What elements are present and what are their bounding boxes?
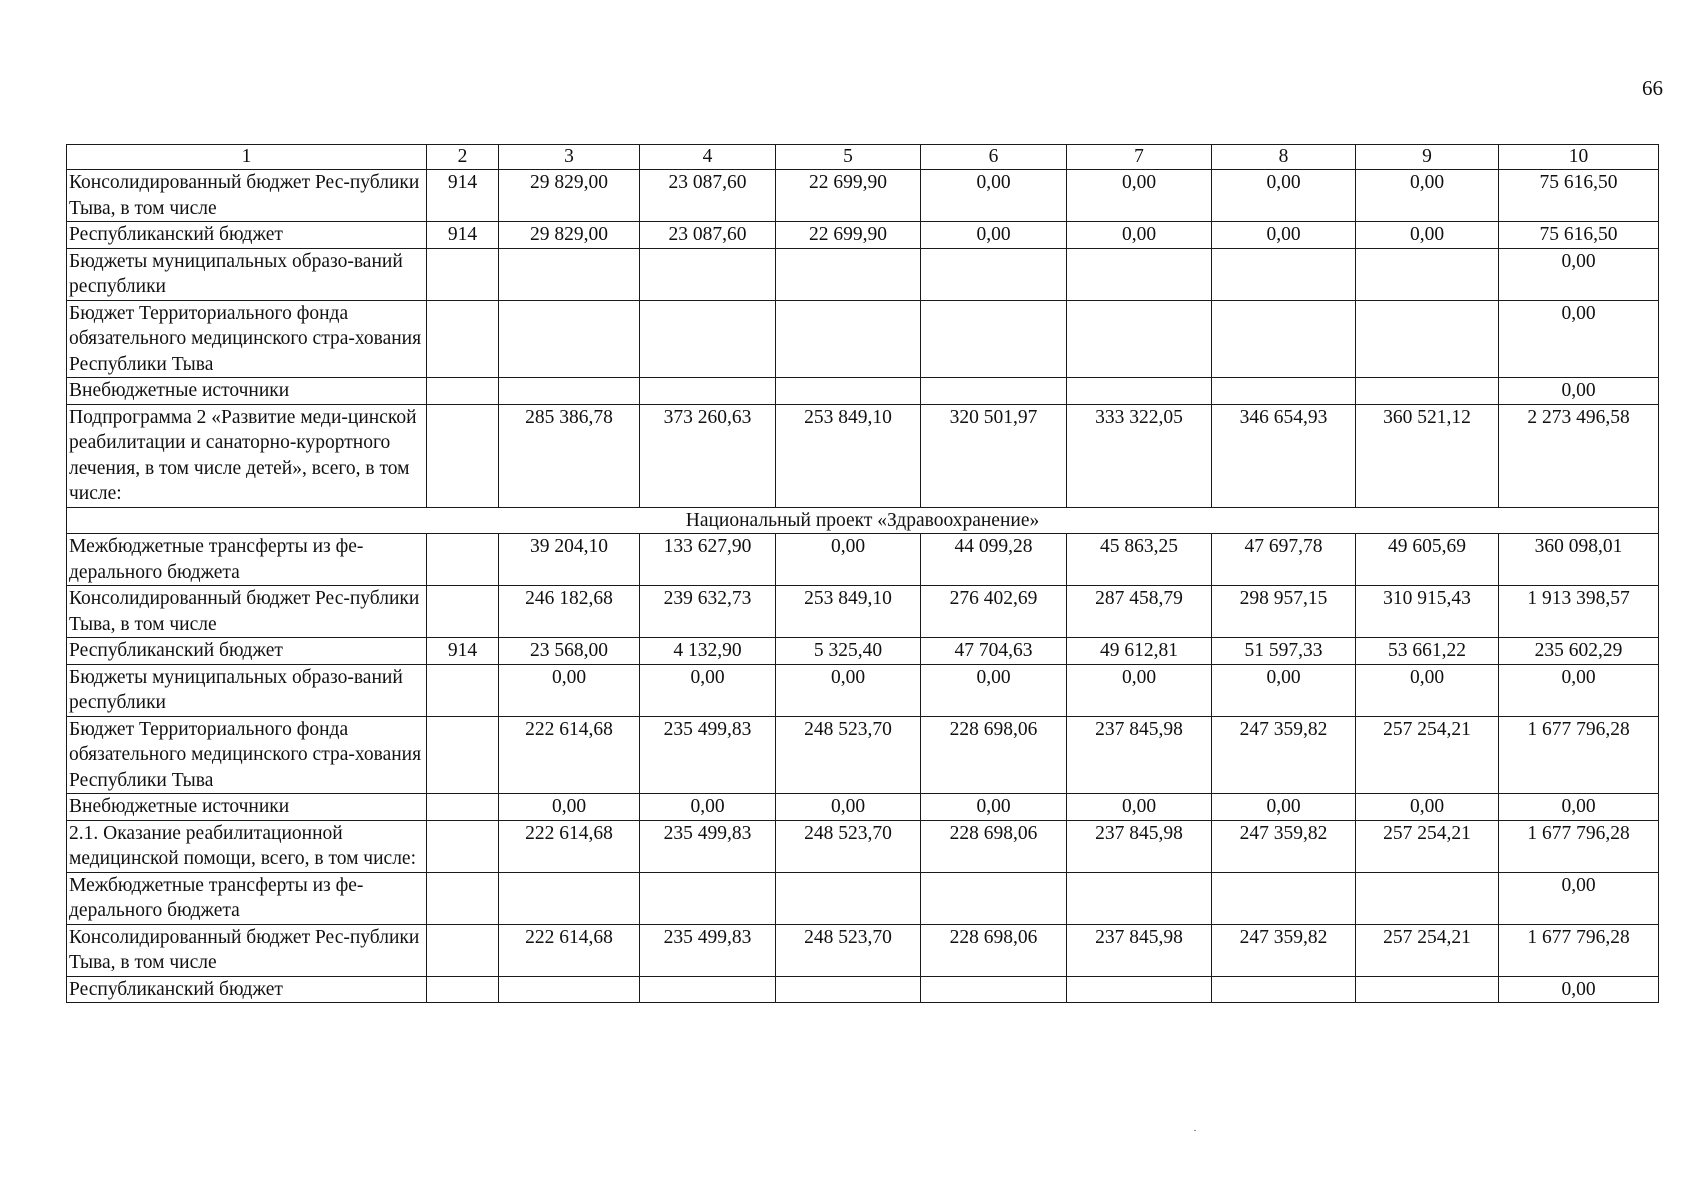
- row-code: [427, 872, 499, 924]
- row-code: [427, 586, 499, 638]
- value-cell: 23 087,60: [640, 222, 776, 249]
- value-cell: 47 704,63: [921, 638, 1067, 665]
- value-cell: [1067, 248, 1212, 300]
- value-cell: [1212, 976, 1356, 1003]
- table-row: [67, 300, 1659, 378]
- value-cell: 75 616,50: [1499, 170, 1659, 222]
- value-cell: 5 325,40: [776, 638, 921, 665]
- table-row: [67, 586, 1659, 638]
- row-code: [427, 378, 499, 405]
- value-cell: 0,00: [1356, 794, 1499, 821]
- table-row: [67, 924, 1659, 976]
- value-cell: 276 402,69: [921, 586, 1067, 638]
- value-cell: [1356, 248, 1499, 300]
- value-cell: 228 698,06: [921, 820, 1067, 872]
- value-cell: 257 254,21: [1356, 820, 1499, 872]
- value-cell: 1 913 398,57: [1499, 586, 1659, 638]
- section-row: [67, 507, 1659, 534]
- header-cell: 10: [1499, 145, 1659, 170]
- value-cell: 0,00: [776, 794, 921, 821]
- row-code: [427, 300, 499, 378]
- value-cell: 253 849,10: [776, 586, 921, 638]
- value-cell: 0,00: [640, 794, 776, 821]
- table-row: [67, 170, 1659, 222]
- value-cell: 373 260,63: [640, 404, 776, 507]
- value-cell: 0,00: [1356, 222, 1499, 249]
- value-cell: 23 087,60: [640, 170, 776, 222]
- budget-table: [66, 144, 1659, 1003]
- row-code: 914: [427, 638, 499, 665]
- section-title: Национальный проект «Здравоохранение»: [67, 507, 1659, 534]
- value-cell: 0,00: [1212, 794, 1356, 821]
- value-cell: 235 499,83: [640, 716, 776, 794]
- value-cell: 239 632,73: [640, 586, 776, 638]
- row-code: 914: [427, 170, 499, 222]
- value-cell: [499, 248, 640, 300]
- row-label: Республиканский бюджет: [67, 222, 427, 249]
- value-cell: [1067, 872, 1212, 924]
- value-cell: 23 568,00: [499, 638, 640, 665]
- value-cell: 253 849,10: [776, 404, 921, 507]
- value-cell: [1356, 300, 1499, 378]
- value-cell: [776, 872, 921, 924]
- value-cell: [1356, 976, 1499, 1003]
- row-label: Республиканский бюджет: [67, 976, 427, 1003]
- value-cell: [1212, 378, 1356, 405]
- value-cell: 248 523,70: [776, 716, 921, 794]
- value-cell: 22 699,90: [776, 222, 921, 249]
- value-cell: 222 614,68: [499, 716, 640, 794]
- row-label: 2.1. Оказание реабилитационной медицинской помощи, всего, в том числе:: [67, 820, 427, 872]
- value-cell: [776, 300, 921, 378]
- header-cell: 5: [776, 145, 921, 170]
- value-cell: 0,00: [1499, 248, 1659, 300]
- value-cell: 49 612,81: [1067, 638, 1212, 665]
- row-code: [427, 534, 499, 586]
- row-label: Консолидированный бюджет Рес-публики Тыва, в том числе: [67, 924, 427, 976]
- value-cell: [921, 872, 1067, 924]
- table-row: [67, 664, 1659, 716]
- table-row: [67, 404, 1659, 507]
- value-cell: 0,00: [1067, 664, 1212, 716]
- table-row: [67, 820, 1659, 872]
- value-cell: 0,00: [1067, 222, 1212, 249]
- value-cell: 228 698,06: [921, 716, 1067, 794]
- row-code: [427, 976, 499, 1003]
- row-code: [427, 716, 499, 794]
- row-label: Межбюджетные трансферты из фе-дерального бюджета: [67, 534, 427, 586]
- value-cell: [921, 976, 1067, 1003]
- value-cell: [921, 248, 1067, 300]
- value-cell: 320 501,97: [921, 404, 1067, 507]
- value-cell: 235 602,29: [1499, 638, 1659, 665]
- value-cell: 0,00: [1212, 222, 1356, 249]
- value-cell: 44 099,28: [921, 534, 1067, 586]
- value-cell: [1067, 976, 1212, 1003]
- header-cell: 7: [1067, 145, 1212, 170]
- value-cell: 235 499,83: [640, 820, 776, 872]
- table-row: [67, 222, 1659, 249]
- value-cell: 0,00: [776, 534, 921, 586]
- value-cell: 360 098,01: [1499, 534, 1659, 586]
- value-cell: 0,00: [499, 664, 640, 716]
- value-cell: 237 845,98: [1067, 820, 1212, 872]
- row-label: Бюджет Территориального фонда обязательного медицинского стра-хования Республики Тыва: [67, 300, 427, 378]
- page-number: 66: [1642, 76, 1663, 100]
- value-cell: 0,00: [1499, 378, 1659, 405]
- value-cell: 0,00: [499, 794, 640, 821]
- row-code: [427, 248, 499, 300]
- value-cell: 237 845,98: [1067, 716, 1212, 794]
- value-cell: 346 654,93: [1212, 404, 1356, 507]
- value-cell: 1 677 796,28: [1499, 924, 1659, 976]
- value-cell: 39 204,10: [499, 534, 640, 586]
- row-label: Республиканский бюджет: [67, 638, 427, 665]
- value-cell: 0,00: [1067, 170, 1212, 222]
- value-cell: 0,00: [1499, 664, 1659, 716]
- value-cell: 246 182,68: [499, 586, 640, 638]
- value-cell: 257 254,21: [1356, 716, 1499, 794]
- value-cell: [776, 378, 921, 405]
- value-cell: [1067, 300, 1212, 378]
- value-cell: [921, 300, 1067, 378]
- table-row: [67, 716, 1659, 794]
- value-cell: 247 359,82: [1212, 716, 1356, 794]
- scan-artifact: [1194, 1130, 1196, 1131]
- value-cell: 45 863,25: [1067, 534, 1212, 586]
- value-cell: [776, 976, 921, 1003]
- value-cell: 222 614,68: [499, 820, 640, 872]
- row-code: [427, 794, 499, 821]
- value-cell: 0,00: [921, 794, 1067, 821]
- value-cell: [499, 872, 640, 924]
- value-cell: 0,00: [640, 664, 776, 716]
- value-cell: [640, 872, 776, 924]
- value-cell: 0,00: [1067, 794, 1212, 821]
- table-row: [67, 248, 1659, 300]
- value-cell: 49 605,69: [1356, 534, 1499, 586]
- value-cell: 360 521,12: [1356, 404, 1499, 507]
- table-row: [67, 794, 1659, 821]
- value-cell: 235 499,83: [640, 924, 776, 976]
- value-cell: [1356, 378, 1499, 405]
- value-cell: [1356, 872, 1499, 924]
- table-row: [67, 976, 1659, 1003]
- value-cell: [499, 300, 640, 378]
- value-cell: 29 829,00: [499, 222, 640, 249]
- value-cell: 237 845,98: [1067, 924, 1212, 976]
- value-cell: 333 322,05: [1067, 404, 1212, 507]
- value-cell: 22 699,90: [776, 170, 921, 222]
- value-cell: 0,00: [1499, 976, 1659, 1003]
- header-cell: 2: [427, 145, 499, 170]
- header-cell: 3: [499, 145, 640, 170]
- row-label: Консолидированный бюджет Рес-публики Тыва, в том числе: [67, 586, 427, 638]
- value-cell: 0,00: [776, 664, 921, 716]
- value-cell: 1 677 796,28: [1499, 716, 1659, 794]
- value-cell: 2 273 496,58: [1499, 404, 1659, 507]
- value-cell: [1067, 378, 1212, 405]
- value-cell: [1212, 248, 1356, 300]
- header-cell: 6: [921, 145, 1067, 170]
- value-cell: 287 458,79: [1067, 586, 1212, 638]
- value-cell: 133 627,90: [640, 534, 776, 586]
- row-code: [427, 404, 499, 507]
- row-code: [427, 820, 499, 872]
- row-label: Межбюджетные трансферты из фе-дерального бюджета: [67, 872, 427, 924]
- value-cell: 222 614,68: [499, 924, 640, 976]
- value-cell: 228 698,06: [921, 924, 1067, 976]
- value-cell: 0,00: [1499, 872, 1659, 924]
- value-cell: [776, 248, 921, 300]
- value-cell: [1212, 300, 1356, 378]
- row-label: Бюджеты муниципальных образо-ваний республики: [67, 248, 427, 300]
- value-cell: 1 677 796,28: [1499, 820, 1659, 872]
- value-cell: 51 597,33: [1212, 638, 1356, 665]
- value-cell: 285 386,78: [499, 404, 640, 507]
- value-cell: [640, 248, 776, 300]
- table-row: [67, 378, 1659, 405]
- value-cell: 310 915,43: [1356, 586, 1499, 638]
- row-label: Подпрограмма 2 «Развитие меди-цинской реабилитации и санаторно-курортного лечения, в том числе детей», всего, в том числе:: [67, 404, 427, 507]
- value-cell: 0,00: [1356, 170, 1499, 222]
- row-label: Бюджет Территориального фонда обязательного медицинского стра-хования Республики Тыва: [67, 716, 427, 794]
- value-cell: 0,00: [1499, 300, 1659, 378]
- value-cell: 257 254,21: [1356, 924, 1499, 976]
- header-cell: 1: [67, 145, 427, 170]
- value-cell: 0,00: [921, 664, 1067, 716]
- row-code: [427, 664, 499, 716]
- value-cell: 0,00: [921, 170, 1067, 222]
- header-cell: 8: [1212, 145, 1356, 170]
- value-cell: [499, 378, 640, 405]
- value-cell: [640, 300, 776, 378]
- value-cell: [640, 976, 776, 1003]
- value-cell: 0,00: [1356, 664, 1499, 716]
- value-cell: 248 523,70: [776, 924, 921, 976]
- value-cell: [640, 378, 776, 405]
- header-cell: 9: [1356, 145, 1499, 170]
- row-label: Бюджеты муниципальных образо-ваний республики: [67, 664, 427, 716]
- value-cell: 0,00: [1499, 794, 1659, 821]
- value-cell: 47 697,78: [1212, 534, 1356, 586]
- table-row: [67, 534, 1659, 586]
- value-cell: 0,00: [921, 222, 1067, 249]
- value-cell: [1212, 872, 1356, 924]
- table-row: [67, 638, 1659, 665]
- value-cell: 247 359,82: [1212, 924, 1356, 976]
- value-cell: 53 661,22: [1356, 638, 1499, 665]
- value-cell: 29 829,00: [499, 170, 640, 222]
- table-body: [67, 145, 1659, 1003]
- value-cell: [499, 976, 640, 1003]
- value-cell: [921, 378, 1067, 405]
- value-cell: 4 132,90: [640, 638, 776, 665]
- value-cell: 247 359,82: [1212, 820, 1356, 872]
- value-cell: 248 523,70: [776, 820, 921, 872]
- row-label: Консолидированный бюджет Рес-публики Тыва, в том числе: [67, 170, 427, 222]
- row-code: 914: [427, 222, 499, 249]
- value-cell: 75 616,50: [1499, 222, 1659, 249]
- header-cell: 4: [640, 145, 776, 170]
- row-code: [427, 924, 499, 976]
- table-row: [67, 872, 1659, 924]
- value-cell: 0,00: [1212, 664, 1356, 716]
- row-label: Внебюджетные источники: [67, 378, 427, 405]
- value-cell: 298 957,15: [1212, 586, 1356, 638]
- row-label: Внебюджетные источники: [67, 794, 427, 821]
- header-row: [67, 145, 1659, 170]
- value-cell: 0,00: [1212, 170, 1356, 222]
